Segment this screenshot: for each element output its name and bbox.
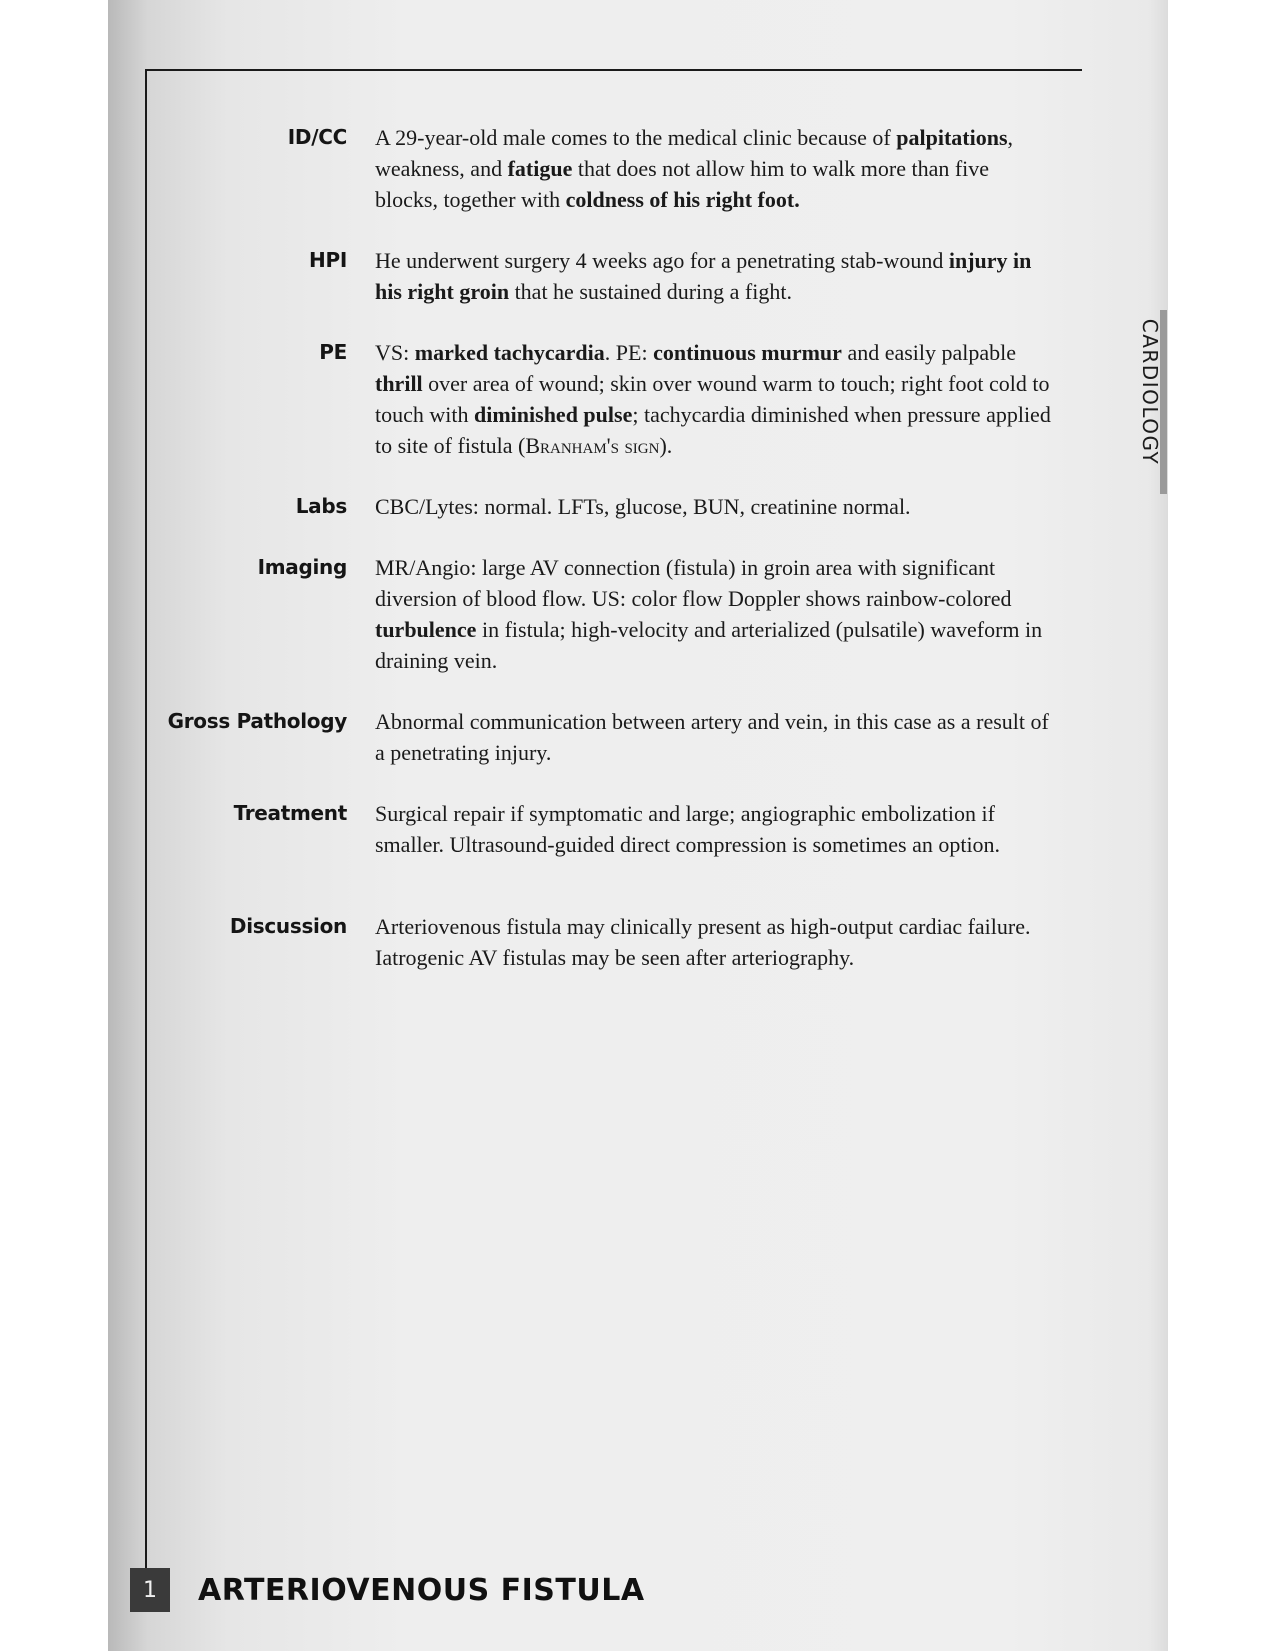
pe-text-3: and easily palpable [841,340,1017,365]
pe-bold-pulse: diminished pulse [474,402,633,427]
section-pe [147,337,1082,461]
pe-bold-murmur: continuous murmur [653,340,842,365]
page-number: 1 [130,1568,170,1612]
section-text-labs [375,491,1057,522]
section-label-imaging: Imaging [257,555,347,579]
frame-top-rule [145,69,1082,71]
idcc-bold-fatigue: fatigue [507,156,573,181]
pe-text-5: ; tachycardia diminished when pressure applied to site of fistula ( [375,402,1051,458]
pe-text-2: . PE: [604,340,654,365]
section-text-gross-pathology [375,706,1057,768]
hpi-bold-injury: injury in his right groin [375,248,1032,304]
idcc-text-1: A 29-year-old male comes to the medical clinic because of [375,125,897,150]
discussion-text-1: Arteriovenous fistula may clinically present as high-output cardiac failure. Iatrogenic AV fistulas may be seen after arteriography. [375,914,1031,970]
section-text-hpi [375,245,1057,307]
page-footer [130,1568,645,1612]
section-text-discussion [375,911,1057,973]
section-label-treatment: Treatment [233,801,347,825]
imaging-text-2: in fistula; high-velocity and arterialized (pulsatile) waveform in draining vein. [375,617,1043,673]
pe-text-4: over area of wound; skin over wound warm to touch; right foot cold to touch with [375,371,1050,427]
pe-text-1: VS: [375,340,415,365]
section-label-labs: Labs [295,494,347,518]
section-text-pe [375,337,1057,461]
hpi-text-2: that he sustained during a fight. [509,279,792,304]
chapter-title: ARTERIOVENOUS FISTULA [198,1572,645,1608]
section-label-hpi: HPI [309,248,347,272]
idcc-text-2: , weakness, and [375,125,1014,181]
side-tab-label: CARDIOLOGY [1138,318,1163,466]
imaging-bold-turbulence: turbulence [375,617,477,642]
section-label-gross-pathology: Gross Pathology [167,709,347,733]
section-labs [147,491,1082,522]
section-treatment [147,798,1082,860]
section-text-idcc [375,122,1057,215]
idcc-bold-palpitations: palpitations [896,125,1008,150]
pe-bold-tachycardia: marked tachycardia [414,340,605,365]
side-tab [1136,316,1164,468]
hpi-text-1: He underwent surgery 4 weeks ago for a penetrating stab-wound [375,248,949,273]
pe-bold-thrill: thrill [375,371,423,396]
treatment-text-1: Surgical repair if symptomatic and large; angiographic embolization if smaller. Ultrasound-guided direct compression is sometimes an option. [375,801,1001,857]
section-label-idcc: ID/CC [287,125,347,149]
section-label-pe: PE [319,340,347,364]
section-text-treatment [375,798,1057,860]
idcc-bold-coldness: coldness of his right foot. [565,187,800,212]
labs-text-1: CBC/Lytes: normal. LFTs, glucose, BUN, creatinine normal. [375,494,911,519]
idcc-text-3: that does not allow him to walk more than five blocks, together with [375,156,990,212]
section-hpi [147,245,1082,307]
section-idcc [147,122,1082,215]
pe-text-6: ). [659,433,673,458]
section-discussion [147,911,1082,973]
section-gross-pathology [147,706,1082,768]
case-content [147,122,1082,1003]
section-label-discussion: Discussion [229,914,347,938]
pe-smallcaps-sign: Branham's sign [525,433,660,458]
section-imaging [147,552,1082,676]
section-text-imaging [375,552,1057,676]
gross-text-1: Abnormal communication between artery and vein, in this case as a result of a penetrating injury. [375,709,1049,765]
imaging-text-1: MR/Angio: large AV connection (fistula) in groin area with significant diversion of blood flow. US: color flow Doppler shows rainbow-colored [375,555,1012,611]
